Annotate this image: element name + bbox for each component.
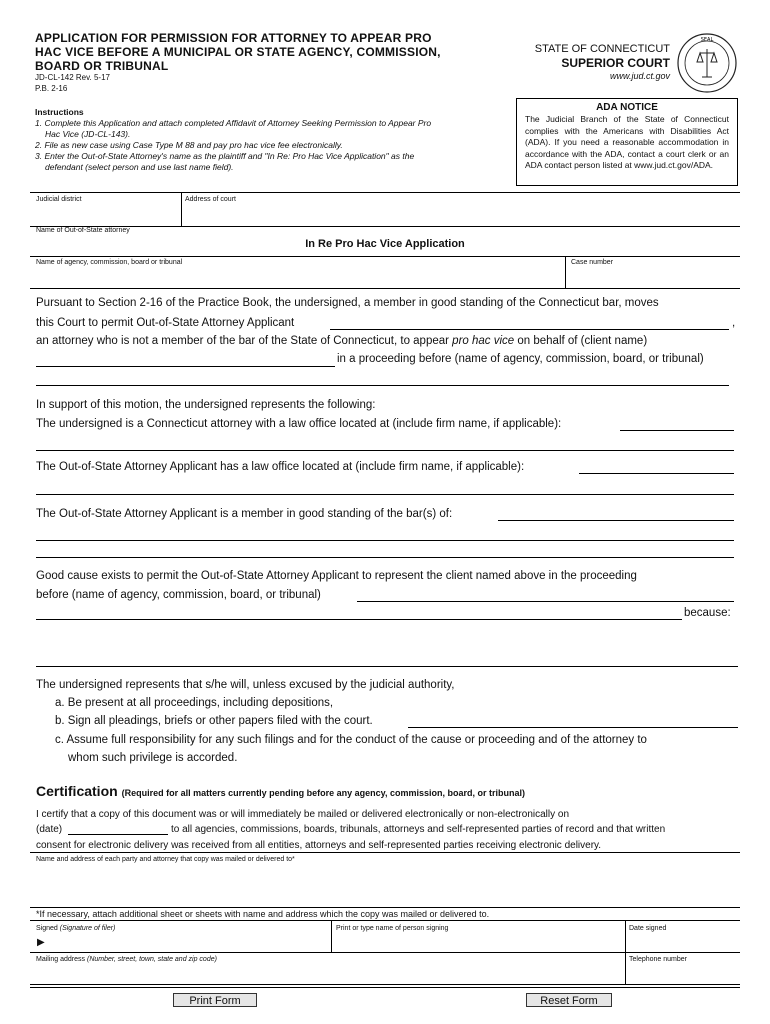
motion-line-2: this Court to permit Out-of-State Attorney Applicant bbox=[36, 317, 295, 329]
instructions-heading: Instructions bbox=[35, 107, 84, 117]
practice-book-ref: P.B. 2-16 bbox=[35, 84, 68, 93]
mailing-text: Mailing address bbox=[36, 956, 86, 963]
motion-line-3-post: on behalf of (client name) bbox=[514, 335, 648, 347]
motion-line-3-italic: pro hac vice bbox=[452, 335, 515, 347]
agency-line[interactable] bbox=[36, 385, 729, 386]
undertaking-intro: The undersigned represents that s/he will, unless excused by the judicial authority, bbox=[36, 679, 455, 691]
oos-office-line-2[interactable] bbox=[36, 494, 734, 495]
mailing-note: (Number, street, town, state and zip code) bbox=[86, 956, 217, 963]
certification-sub: (Required for all matters currently pending before any agency, commission, board, or tribunal) bbox=[121, 788, 525, 798]
ct-office-text: The undersigned is a Connecticut attorney with a law office located at (include firm name, if applicable): bbox=[36, 418, 562, 430]
ct-office-line-2[interactable] bbox=[36, 450, 734, 451]
names-addresses-label: Name and address of each party and attorney that copy was mailed or delivered to* bbox=[36, 856, 295, 863]
support-intro: In support of this motion, the undersigned represents the following: bbox=[36, 399, 376, 411]
instruction-item: 3. Enter the Out-of-State Attorney's name as the plaintiff and "In Re: Pro Hac Vice Application" as the defendant (select person and use last name field). bbox=[35, 151, 415, 172]
court-name: SUPERIOR COURT bbox=[561, 56, 670, 70]
certification-title: Certification bbox=[36, 783, 118, 799]
because-label: because: bbox=[684, 607, 731, 619]
ada-notice bbox=[516, 98, 738, 186]
agency-name-label: Name of agency, commission, board or tribunal bbox=[36, 259, 183, 266]
motion-line-4: in a proceeding before (name of agency, commission, board, or tribunal) bbox=[337, 353, 704, 365]
good-standing-text: The Out-of-State Attorney Applicant is a member in good standing of the bar(s) of: bbox=[36, 508, 453, 520]
ada-heading: ADA NOTICE bbox=[596, 102, 658, 113]
motion-line-3 bbox=[36, 334, 647, 348]
ada-text: The Judicial Branch of the State of Connecticut complies with the Americans with Disabilities Act (ADA). If you need a reasonable accommodation in accordance with the ADA, contact a court clerk or an ADA contact person listed at www.jud.ct.gov/ADA. bbox=[525, 114, 729, 170]
good-cause-agency-line-2[interactable] bbox=[36, 619, 682, 620]
judicial-district-label: Judicial district bbox=[36, 196, 82, 203]
bars-line-2[interactable] bbox=[36, 540, 734, 541]
motion-line-3-pre: an attorney who is not a member of the bar of the State of Connecticut, to appear bbox=[36, 335, 453, 347]
good-cause-line-2: before (name of agency, commission, board, or tribunal) bbox=[36, 589, 321, 601]
instruction-item: 1. Complete this Application and attach completed Affidavit of Attorney Seeking Permission to Appear Pro Hac Vice (JD-CL-143). bbox=[35, 118, 432, 139]
state-seal-icon bbox=[676, 32, 738, 94]
oos-office-text: The Out-of-State Attorney Applicant has a law office located at (include firm name, if applicable): bbox=[36, 461, 525, 473]
print-form-button[interactable]: Print Form bbox=[173, 993, 257, 1007]
undertaking-b-line[interactable] bbox=[408, 727, 738, 728]
date-signed-label: Date signed bbox=[629, 925, 667, 932]
seal-text: SEAL bbox=[700, 37, 714, 43]
cert-date-line[interactable] bbox=[68, 834, 168, 835]
certification-heading bbox=[36, 783, 525, 799]
signed-label bbox=[36, 924, 115, 933]
oos-office-line[interactable] bbox=[579, 473, 734, 474]
bars-line-3[interactable] bbox=[36, 557, 734, 558]
applicant-name-line[interactable] bbox=[330, 329, 729, 330]
instructions bbox=[35, 107, 440, 173]
client-name-line[interactable] bbox=[36, 366, 335, 367]
form-title: APPLICATION FOR PERMISSION FOR ATTORNEY TO APPEAR PRO HAC VICE BEFORE A MUNICIPAL OR STATE AGENCY, COMMISSION, BOARD OR TRIBUNAL bbox=[35, 31, 441, 73]
print-name-label: Print or type name of person signing bbox=[336, 925, 449, 932]
case-caption: In Re Pro Hac Vice Application bbox=[305, 238, 465, 250]
form-number bbox=[35, 72, 110, 94]
undertaking-c-2: whom such privilege is accorded. bbox=[68, 752, 238, 764]
court-heading bbox=[525, 43, 670, 82]
because-line[interactable] bbox=[36, 666, 738, 667]
motion-line-2-end: , bbox=[732, 317, 736, 329]
good-cause-line-1: Good cause exists to permit the Out-of-State Attorney Applicant to represent the client named above in the proceeding bbox=[36, 570, 637, 582]
court-website: www.jud.ct.gov bbox=[609, 71, 670, 81]
cert-date-label: (date) bbox=[36, 824, 63, 835]
case-number-label: Case number bbox=[571, 259, 614, 266]
bars-line[interactable] bbox=[498, 520, 734, 521]
form-number-text: JD-CL-142 Rev. 5-17 bbox=[35, 73, 110, 82]
mailing-address-label bbox=[36, 955, 217, 964]
footnote: *If necessary, attach additional sheet or sheets with name and address which the copy was mailed or delivered to. bbox=[36, 909, 490, 919]
state-name: STATE OF CONNECTICUT bbox=[534, 43, 670, 55]
cert-line-1: I certify that a copy of this document was or will immediately be mailed or delivered electronically or non-electronically on bbox=[36, 809, 570, 820]
sign-here-arrow-icon: ▶ bbox=[37, 937, 45, 948]
motion-line-1: Pursuant to Section 2-16 of the Practice Book, the undersigned, a member in good standing of the Connecticut bar, moves bbox=[36, 297, 659, 309]
signed-note: (Signature of filer) bbox=[59, 925, 116, 932]
ct-office-line[interactable] bbox=[620, 430, 734, 431]
cert-line-2: to all agencies, commissions, boards, tribunals, attorneys and self-represented parties of record and that written bbox=[171, 824, 666, 835]
instruction-item: 2. File as new case using Case Type M 88 and pay pro hac vice fee electronically. bbox=[35, 140, 343, 150]
attorney-name-label: Name of Out-of-State attorney bbox=[36, 227, 130, 234]
undertaking-c-1: c. Assume full responsibility for any such filings and for the conduct of the cause or proceeding and of the attorney to bbox=[55, 734, 647, 746]
cert-line-3: consent for electronic delivery was received from all entities, attorneys and self-represented parties receiving electronic delivery. bbox=[36, 840, 602, 851]
good-cause-agency-line[interactable] bbox=[357, 601, 734, 602]
telephone-label: Telephone number bbox=[629, 956, 687, 963]
undertaking-a: a. Be present at all proceedings, including depositions, bbox=[55, 697, 334, 709]
undertaking-b: b. Sign all pleadings, briefs or other papers filed with the court. bbox=[55, 715, 373, 727]
court-address-label: Address of court bbox=[185, 196, 236, 203]
signed-text: Signed bbox=[36, 925, 58, 932]
reset-form-button[interactable]: Reset Form bbox=[526, 993, 612, 1007]
